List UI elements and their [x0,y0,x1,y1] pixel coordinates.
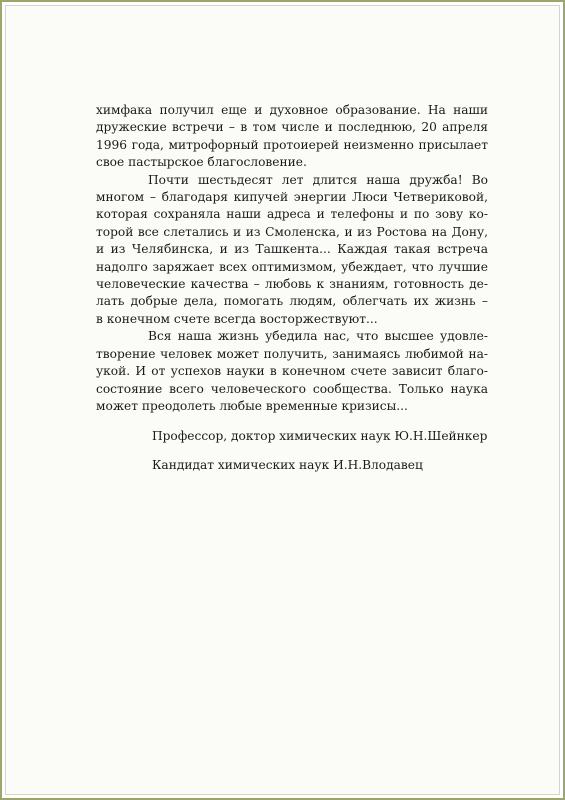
paragraph-3-line-4: состояние всего человеческого сообщества. Только наука [96,381,488,396]
paragraph-2-line-5: и из Челябинска, и из Ташкента... Каждая такая встреча [96,242,488,257]
paragraph-2-line-8: лать добрые дела, помогать людям, облегчать их жизнь – [96,294,488,309]
paragraph-1-line-3: 1996 года, митрофорный протоиерей неизменно присылает [96,137,488,152]
letter-body [96,102,488,415]
paragraph-1-line-4: свое пастырское благословение. [96,155,307,170]
paragraph-1-line-1: химфака получил еще и духовное образование. На наши [96,103,488,117]
paragraph-2-line-4: торой все слетались и из Смоленска, и из Ростова на Дону, [96,224,488,239]
signature-candidate: Кандидат химических наук И.Н.Влодавец [152,458,423,472]
paragraph-3-line-2: творение человек может получить, занимаясь любимой на- [96,346,488,361]
paragraph-2-line-2: многом – благодаря кипучей энергии Люси Четвериковой, [96,190,488,205]
paragraph-3-line-1: Вся наша жизнь убедила нас, что высшее удовле- [148,329,488,344]
paragraph-2-line-7: человеческие качества – любовь к знаниям, готовность де- [96,277,488,292]
paragraph-2-line-9: в конечном счете всегда восторжествуют... [96,311,378,326]
paragraph-2-line-3: которая сохраняла наши адреса и телефоны и по зову ко- [96,207,488,222]
paragraph-2-line-1: Почти шестьдесят лет длится наша дружба! Во [148,172,488,187]
paragraph-2-line-6: надолго заряжает всех оптимизмом, убеждает, что лучшие [96,259,488,274]
paragraph-3-line-5: может преодолеть любые временные кризисы... [96,398,408,413]
paragraph-3-line-3: укой. И от успехов науки в конечном счете зависит благо- [96,364,488,379]
signature-professor: Профессор, доктор химических наук Ю.Н.Шейнкер [152,429,488,443]
paragraph-1-line-2: дружеские встречи – в том числе и последнюю, 20 апреля [96,120,488,135]
